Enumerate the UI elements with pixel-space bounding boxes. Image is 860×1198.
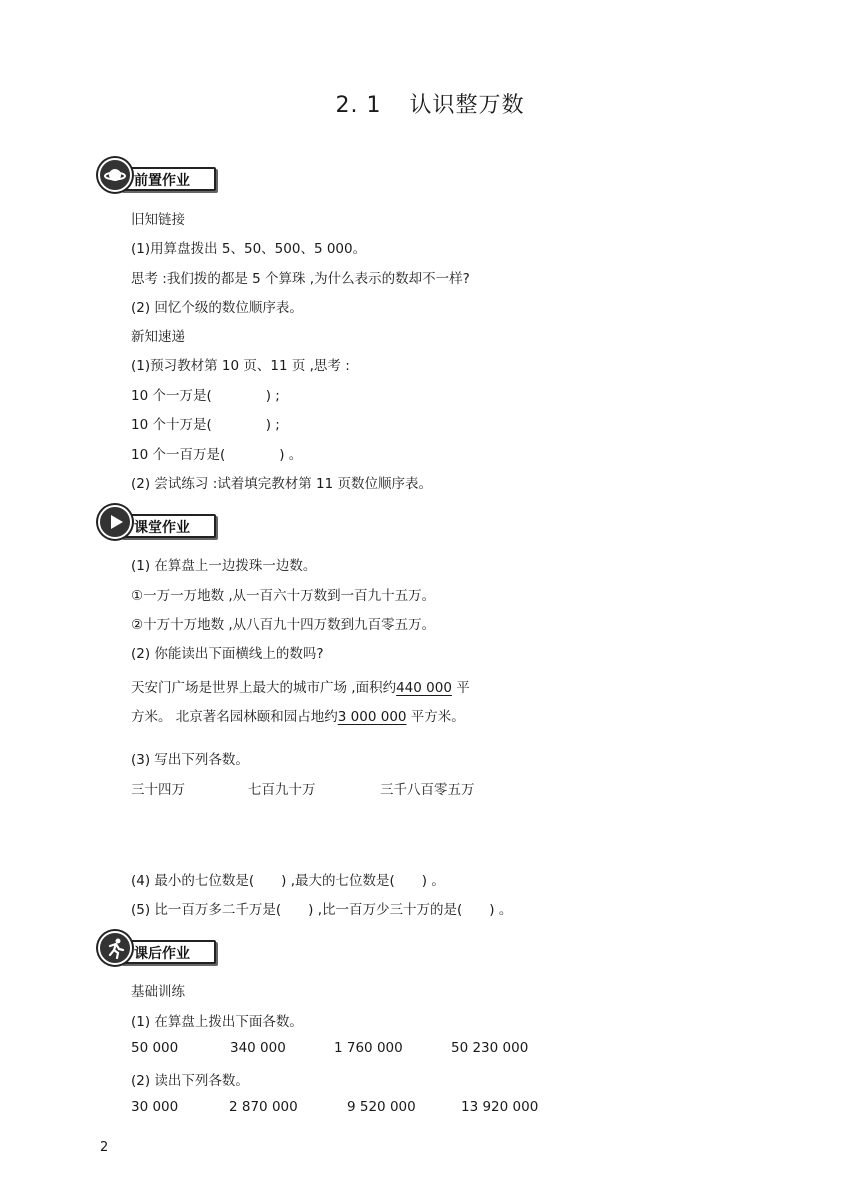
exercise-item: 三千八百零五万 (380, 782, 475, 798)
page-title (0, 88, 860, 119)
section-header-after (98, 931, 214, 963)
text-segment: 平 (451, 680, 470, 696)
text-line: (1)用算盘拨出 5、50、500、5 000。 (131, 241, 367, 257)
section-header-bar (120, 940, 216, 964)
text-line: (1) 在算盘上拨出下面各数。 (131, 1014, 303, 1030)
text-line: (2) 尝试练习 :试着填完教材第 11 页数位顺序表。 (131, 476, 433, 492)
text-line: 10 个一百万是( ) 。 (131, 447, 303, 463)
underlined-number: 440 000 (396, 680, 452, 696)
text-line: 基础训练 (131, 984, 185, 1000)
runner-icon (98, 931, 132, 965)
number-item: 50 000 (131, 1040, 179, 1056)
number-item: 340 000 (230, 1040, 286, 1056)
section-header-pre (98, 158, 214, 190)
planet-icon (98, 158, 132, 192)
section-header-bar (120, 167, 216, 191)
title-text: 认识整万数 (409, 93, 525, 118)
section-number: 2. 1 (335, 93, 382, 118)
number-item: 2 870 000 (229, 1099, 298, 1115)
number-item: 30 000 (131, 1099, 179, 1115)
number-item: 50 230 000 (451, 1040, 529, 1056)
text-line: 10 个一万是( ) ; (131, 388, 280, 404)
paragraph-line (131, 705, 465, 725)
section-label: 前置作业 (134, 173, 190, 189)
text-line: (4) 最小的七位数是( ) ,最大的七位数是( ) 。 (131, 873, 445, 889)
paragraph-line (131, 676, 470, 696)
text-line: 10 个十万是( ) ; (131, 417, 280, 433)
section-header-bar (120, 514, 216, 538)
text-segment: 平方米。 (406, 709, 465, 725)
underlined-number: 3 000 000 (337, 709, 407, 725)
number-item: 13 920 000 (461, 1099, 539, 1115)
text-line: (5) 比一百万多二千万是( ) ,比一百万少三十万的是( ) 。 (131, 902, 513, 918)
section-label: 课后作业 (134, 946, 190, 962)
text-line: (2) 你能读出下面横线上的数吗? (131, 646, 324, 662)
text-line: 新知速递 (131, 329, 185, 345)
exercise-item: 七百九十万 (248, 782, 316, 798)
section-header-class (98, 505, 214, 537)
page-number: 2 (100, 1140, 109, 1155)
text-segment: 天安门广场是世界上最大的城市广场 ,面积约 (131, 680, 397, 696)
number-item: 9 520 000 (347, 1099, 416, 1115)
text-line: 思考 :我们拨的都是 5 个算珠 ,为什么表示的数却不一样? (131, 271, 470, 287)
play-icon (98, 505, 132, 539)
text-line: (1)预习教材第 10 页、11 页 ,思考 : (131, 358, 350, 374)
number-item: 1 760 000 (334, 1040, 403, 1056)
text-line: ②十万十万地数 ,从八百九十四万数到九百零五万。 (131, 617, 436, 633)
text-line: 旧知链接 (131, 212, 185, 228)
text-line: (2) 回忆个级的数位顺序表。 (131, 300, 303, 316)
text-line: (1) 在算盘上一边拨珠一边数。 (131, 558, 317, 574)
section-label: 课堂作业 (134, 520, 190, 536)
exercise-item: 三十四万 (131, 782, 185, 798)
text-line: (3) 写出下列各数。 (131, 752, 249, 768)
text-segment: 方米。 北京著名园林颐和园占地约 (131, 709, 338, 725)
text-line: ①一万一万地数 ,从一百六十万数到一百九十五万。 (131, 588, 436, 604)
text-line: (2) 读出下列各数。 (131, 1073, 249, 1089)
